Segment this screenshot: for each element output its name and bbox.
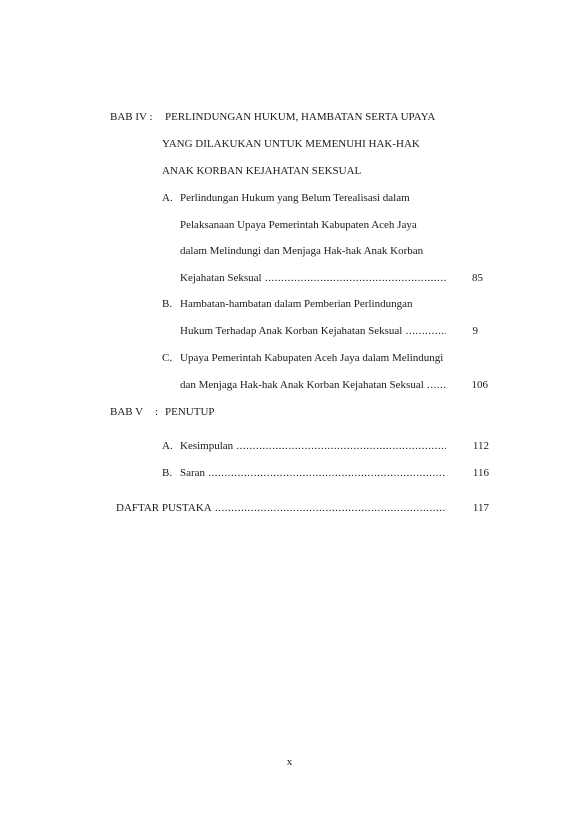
bab4-title-line-2: YANG DILAKUKAN UNTUK MEMENUHI HAK-HAK	[162, 138, 420, 150]
bab4-item-b-marker: B.	[162, 298, 173, 310]
bab4-title-line-3: ANAK KORBAN KEJAHATAN SEKSUAL	[162, 165, 362, 177]
daftar-pustaka-text: DAFTAR PUSTAKA .....	[116, 501, 446, 515]
bab4-item-b-line-1: Hambatan-hambatan dalam Pemberian Perlindungan	[180, 298, 413, 310]
bab4-item-b-line-2: Hukum Terhadap Anak Korban Kejahatan Seksual .....	[180, 324, 446, 338]
bab4-item-a-line-3: dalam Melindungi dan Menjaga Hak-hak Anak Korban	[180, 245, 424, 257]
bab5-item-a-marker: A.	[162, 440, 173, 452]
bab4-item-c-line-2: dan Menjaga Hak-hak Anak Korban Kejahatan Seksual .....	[180, 378, 446, 392]
bab5-item-b-text: Saran .....	[180, 466, 446, 480]
bab5-item-a-text: Kesimpulan .....	[180, 439, 446, 453]
bab4-item-a-line-1: Perlindungan Hukum yang Belum Terealisasi dalam	[180, 192, 410, 204]
bab5-item-a-page: 112	[472, 440, 489, 452]
bab4-item-b-page: 9	[472, 325, 478, 337]
bab4-item-a-marker: A.	[162, 192, 173, 204]
bab5-item-b-page: 116	[472, 467, 489, 479]
bab5-title: PENUTUP	[165, 406, 215, 418]
daftar-pustaka-page: 117	[472, 502, 489, 514]
bab4-item-a-line-2: Pelaksanaan Upaya Pemerintah Kabupaten Aceh Jaya	[180, 219, 417, 231]
bab4-item-a-page: 85	[472, 272, 483, 284]
bab5-colon: :	[155, 406, 159, 418]
bab4-item-c-line-1: Upaya Pemerintah Kabupaten Aceh Jaya dalam Melindungi	[180, 352, 444, 364]
bab4-label: BAB IV :	[110, 111, 153, 123]
page-number: x	[286, 756, 293, 768]
bab4-item-c-page: 106	[471, 379, 488, 391]
bab5-label: BAB V	[110, 406, 144, 418]
bab5-item-b-marker: B.	[162, 467, 173, 479]
bab4-title-line-1: PERLINDUNGAN HUKUM, HAMBATAN SERTA UPAYA	[165, 111, 436, 123]
bab4-item-c-marker: C.	[162, 352, 173, 364]
bab4-item-a-line-4: Kejahatan Seksual .....	[180, 271, 446, 285]
